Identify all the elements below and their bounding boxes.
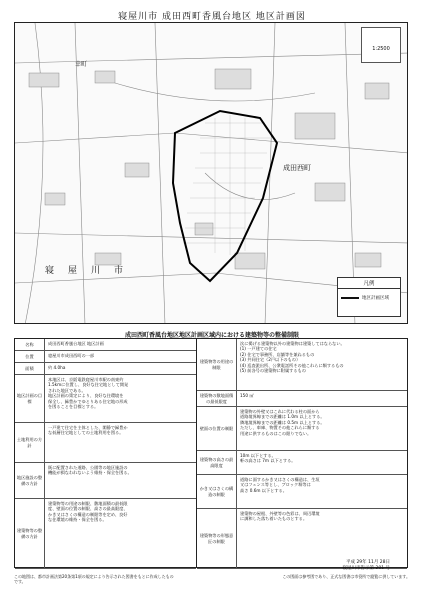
value-line: 建築物の屋根、外壁等の色彩は、周辺環境	[240, 511, 320, 516]
value-line: に調和した落ち着いたものとする。	[240, 516, 308, 522]
stamp-date: 平成 29年 11月 28日	[346, 560, 390, 565]
left-row-header: 地区施設の整備の方針	[15, 463, 45, 498]
right-row	[197, 451, 407, 475]
right-row-value	[237, 391, 407, 406]
legend-item-label: 地区計画区域	[362, 296, 389, 301]
right-row	[197, 391, 407, 407]
value-line: (3) 共同住宅（2戸以下のもの）	[240, 357, 301, 363]
value-line: 1.5kmに位置し、良好な住宅地として開発	[48, 382, 129, 388]
value-line: 軒の高さは 7m 以下とする。	[240, 458, 296, 464]
map-label-naritanishi: 成田西町	[283, 164, 311, 172]
left-row	[15, 423, 196, 463]
value-line: (4) 巡査派出所、公衆電話所その他これらに類するもの	[240, 362, 344, 368]
right-row-header: 建築物の高さの最高限度	[197, 451, 237, 474]
legend-boundary-line	[341, 297, 359, 299]
right-row-header: 建築物等の形態意匠の制限	[197, 509, 237, 568]
map-label-neyagawa: 寝屋川市	[45, 266, 138, 276]
left-row-value	[45, 463, 196, 498]
value-line: 成田西町香風台地区 地区計画	[48, 341, 104, 346]
right-row-value	[237, 339, 407, 390]
left-row-value	[45, 339, 196, 350]
left-row-header: 名称	[15, 339, 45, 350]
value-line: 寝屋川市成田西町の一部	[48, 353, 95, 358]
right-row-value	[237, 407, 407, 450]
right-row	[197, 339, 407, 391]
right-column	[197, 339, 407, 567]
map-legend	[337, 277, 401, 317]
value-line: 建築物等の用途の制限、敷地面積の最低限	[48, 501, 128, 506]
district-map	[14, 22, 408, 324]
right-row-header: 建築物の敷地面積の最低限度	[197, 391, 237, 406]
value-line: な低層住宅地としての土地利用を図る。	[48, 430, 124, 436]
value-line: 度、壁面の位置の制限、高さの最高限度、	[48, 506, 128, 512]
left-row	[15, 339, 196, 351]
value-line: 保全し、緑豊かでゆとりある住宅地の形成	[48, 398, 128, 404]
value-line: 建築物の外壁又はこれに代わる柱の面から	[240, 409, 320, 414]
right-row-header: 建築物等の用途の制限	[197, 339, 237, 390]
value-line: 一戸建て住宅を主体とした、閑静で緑豊か	[48, 425, 128, 430]
value-line: (1) 一戸建ての住宅	[240, 346, 277, 352]
right-row-value	[237, 475, 407, 508]
value-line: 地区計画の策定により、良好な住環境を	[48, 393, 124, 399]
value-line: を図ることを目標とする。	[48, 404, 99, 410]
left-row	[15, 463, 196, 499]
left-row-value	[45, 351, 196, 362]
notice-stamp	[343, 560, 390, 572]
footnote-left: この地図は、都市計画法第20条第1項の規定により告示された図書をもとに作成したものです。	[14, 574, 174, 584]
value-line: 既に配置された道路、公園等の地区施設の	[48, 465, 128, 470]
left-row-value	[45, 375, 196, 422]
map-label-saiwai: 幸町	[75, 61, 88, 68]
value-line: 用途に供するものはこの限りでない。	[240, 430, 312, 436]
value-line: された地区である。	[48, 387, 86, 393]
value-line: な住環境の維持・保全を図る。	[48, 517, 107, 523]
left-row-value	[45, 499, 196, 568]
value-line: 機能が損なわれないよう維持・保全を図る。	[48, 470, 132, 476]
value-line: かき又はさくの構造の制限等を定め、良好	[48, 511, 128, 517]
value-line: 約 4.0ha	[48, 365, 66, 370]
right-row-header: 壁面の位置の制限	[197, 407, 237, 450]
right-row-header: かき又はさくの構造の制限	[197, 475, 237, 508]
left-row	[15, 351, 196, 363]
left-row-value	[45, 423, 196, 462]
scale-box: 1:2500	[361, 27, 401, 63]
left-row	[15, 363, 196, 375]
value-line: 又はフェンス等とし、ブロック塀等は	[240, 482, 311, 488]
left-row	[15, 499, 196, 569]
footnote-right: この図面は参考図であり、正式な図書は市役所で縦覧に供しています。	[282, 574, 410, 579]
value-line: 10m 以下とする。	[240, 453, 276, 458]
value-line: 道路境界線までの距離は 1.0m 以上とする。	[240, 414, 325, 420]
value-line: 道路に面するかき又はさくの構造は、生垣	[240, 477, 320, 482]
right-row-value	[237, 451, 407, 474]
value-line: (2) 住宅で事務所、店舗等を兼ねるもの	[240, 351, 315, 357]
left-row-header: 建築物等の整備の方針	[15, 499, 45, 568]
left-row-header: 面積	[15, 363, 45, 374]
value-line: 隣地境界線までの距離は 0.5m 以上とする。	[240, 419, 325, 425]
value-line: 本地区は、京阪電鉄寝屋川市駅の南東約	[48, 377, 124, 382]
left-row-header: 土地利用の方針	[15, 423, 45, 462]
legend-title: 凡例	[338, 278, 400, 289]
legend-row	[338, 289, 400, 307]
value-line: 150 ㎡	[240, 393, 254, 398]
stamp-notice-number: 寝屋川市告示第 201 号	[342, 566, 390, 571]
left-row-header: 位置	[15, 351, 45, 362]
left-row-header: 地区計画の目標	[15, 375, 45, 422]
value-line: ただし、車庫、物置その他これらに類する	[240, 425, 320, 431]
value-line: (5) 前各号の建築物に附属するもの	[240, 368, 306, 374]
value-line: 高さ 0.6m 以下とする。	[240, 487, 287, 493]
left-column	[15, 339, 197, 567]
content-title: 成田西町香風台地区地区計画区域内における建築物等の整備制限	[124, 332, 299, 339]
right-row	[197, 407, 407, 451]
left-row-value	[45, 363, 196, 374]
page-title: 寝屋川市 成田西町香風台地区 地区計画図	[118, 12, 306, 22]
right-row	[197, 475, 407, 509]
value-line: 次に掲げる建築物以外の建築物は建築してはならない。	[240, 341, 345, 346]
regulation-table	[14, 338, 408, 568]
left-row	[15, 375, 196, 423]
